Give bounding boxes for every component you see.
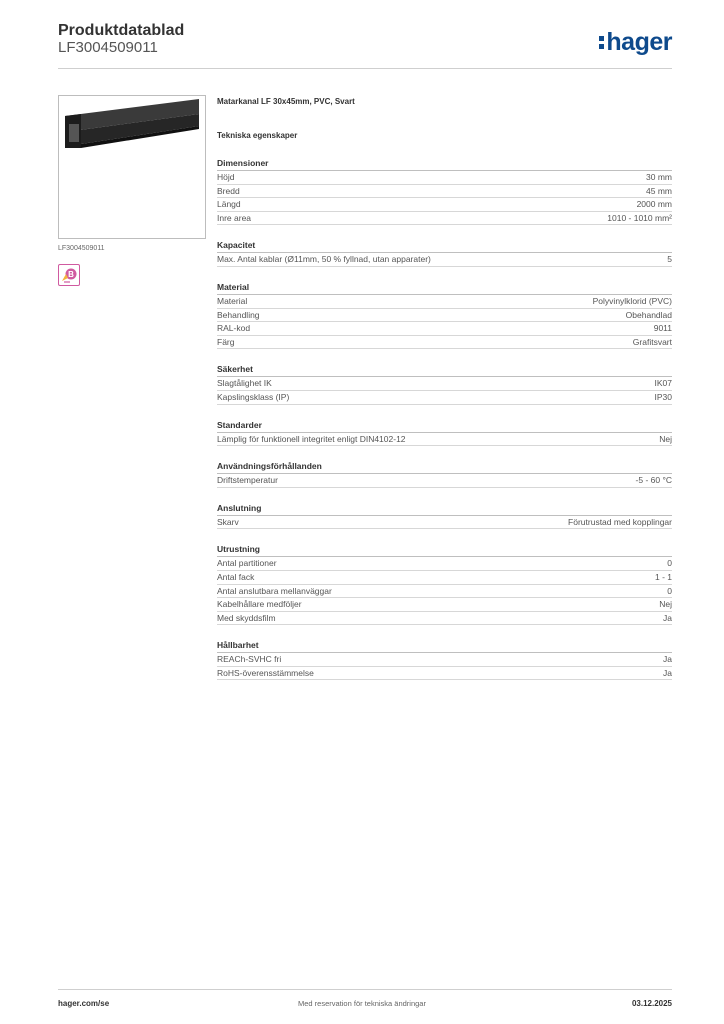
- section-hallbarhet: [217, 640, 672, 680]
- spec-value: Ja: [663, 612, 672, 623]
- section-utrustning: [217, 544, 672, 625]
- section-heading: Utrustning: [217, 544, 672, 557]
- spec-row: [217, 171, 672, 185]
- section-heading: Kapacitet: [217, 240, 672, 253]
- spec-value: 0: [667, 585, 672, 596]
- section-heading: Material: [217, 282, 672, 295]
- section-kapacitet: [217, 240, 672, 267]
- spec-row: [217, 474, 672, 488]
- spec-label: Kabelhållare medföljer: [217, 599, 302, 610]
- spec-label: Antal partitioner: [217, 558, 277, 569]
- logo-colon-icon: [599, 33, 604, 51]
- spec-label: Skarv: [217, 516, 239, 527]
- tech-heading: Tekniska egenskaper: [217, 131, 298, 140]
- spec-row: [217, 612, 672, 626]
- spec-row: [217, 212, 672, 226]
- spec-label: RoHS-överensstämmelse: [217, 667, 314, 678]
- spec-row: [217, 667, 672, 681]
- spec-row: [217, 557, 672, 571]
- spec-content: [217, 97, 672, 680]
- spec-value: 30 mm: [646, 172, 672, 182]
- spec-value: 1010 - 1010 mm²: [607, 212, 672, 223]
- spec-row: [217, 516, 672, 530]
- product-image: [58, 95, 206, 239]
- spec-label: Kapslingsklass (IP): [217, 391, 290, 402]
- header-divider: [58, 68, 672, 69]
- footer-date: 03.12.2025: [631, 999, 672, 1008]
- spec-label: Driftstemperatur: [217, 475, 278, 486]
- cable-duct-icon: [59, 96, 205, 238]
- svg-text:B: B: [68, 270, 74, 279]
- product-code: LF3004509011: [58, 39, 158, 56]
- spec-label: Längd: [217, 199, 241, 210]
- page-title: Produktdatablad: [58, 22, 185, 39]
- spec-row: [217, 571, 672, 585]
- spec-row: [217, 585, 672, 599]
- spec-label: RAL-kod: [217, 323, 251, 334]
- spec-value: Grafitsvart: [632, 336, 672, 347]
- badge-graphic: [59, 265, 79, 285]
- image-caption: LF3004509011: [58, 245, 105, 252]
- spec-value: IK07: [654, 378, 672, 389]
- spec-value: 0: [667, 558, 672, 569]
- spec-label: Inre area: [217, 212, 252, 223]
- spec-value: Nej: [659, 599, 672, 610]
- section-heading: Standarder: [217, 420, 672, 433]
- section-sakerhet: [217, 364, 672, 404]
- recycle-certification-icon: [58, 264, 80, 286]
- spec-row: [217, 309, 672, 323]
- spec-value: 5: [667, 254, 672, 265]
- spec-label: Slagtålighet IK: [217, 378, 272, 389]
- spec-value: 45 mm: [646, 185, 672, 196]
- logo-text: hager: [606, 28, 672, 56]
- section-heading: Dimensioner: [217, 158, 672, 171]
- spec-value: Förutrustad med kopplingar: [568, 516, 672, 527]
- spec-value: 1 - 1: [654, 571, 672, 582]
- spec-label: Färg: [217, 336, 235, 347]
- spec-label: Material: [217, 295, 248, 306]
- section-material: [217, 282, 672, 349]
- spec-row: [217, 336, 672, 350]
- spec-value: Ja: [663, 667, 672, 678]
- spec-value: Obehandlad: [625, 309, 672, 320]
- spec-label: Behandling: [217, 309, 260, 320]
- spec-row: [217, 198, 672, 212]
- footer-divider: [58, 989, 672, 990]
- section-heading: Hållbarhet: [217, 640, 672, 653]
- spec-value: Polyvinylklorid (PVC): [592, 295, 672, 306]
- spec-row: [217, 185, 672, 199]
- spec-label: Max. Antal kablar (Ø11mm, 50 % fyllnad, utan apparater): [217, 254, 431, 265]
- spec-row: [217, 295, 672, 309]
- footer-website-link[interactable]: hager.com/se: [58, 999, 110, 1008]
- spec-label: Höjd: [217, 172, 235, 182]
- spec-row: [217, 653, 672, 667]
- spec-value: IP30: [654, 391, 672, 402]
- spec-label: Antal fack: [217, 571, 255, 582]
- section-heading: Användningsförhållanden: [217, 461, 672, 474]
- spec-row: [217, 598, 672, 612]
- product-title: Matarkanal LF 30x45mm, PVC, Svart: [217, 97, 355, 106]
- spec-row: [217, 377, 672, 391]
- spec-label: Antal anslutbara mellanväggar: [217, 585, 332, 596]
- spec-row: [217, 322, 672, 336]
- section-anvandningsforhallanden: [217, 461, 672, 488]
- section-heading: Anslutning: [217, 503, 672, 516]
- spec-value: Ja: [663, 654, 672, 665]
- spec-row: [217, 391, 672, 405]
- spec-label: REACh-SVHC fri: [217, 654, 282, 665]
- section-heading: Säkerhet: [217, 364, 672, 377]
- spec-label: Bredd: [217, 185, 240, 196]
- footer-disclaimer: Med reservation för tekniska ändringar: [298, 999, 426, 1008]
- spec-label: Lämplig för funktionell integritet enligt DIN4102-12: [217, 433, 406, 444]
- spec-value: -5 - 60 °C: [635, 475, 672, 486]
- spec-label: Med skyddsfilm: [217, 612, 276, 623]
- spec-row: [217, 433, 672, 447]
- spec-value: 2000 mm: [636, 199, 672, 210]
- spec-row: [217, 253, 672, 267]
- brand-logo[interactable]: [599, 28, 672, 57]
- section-standarder: [217, 420, 672, 447]
- section-anslutning: [217, 503, 672, 530]
- spec-value: 9011: [653, 323, 672, 334]
- section-dimensioner: [217, 158, 672, 225]
- spec-value: Nej: [659, 433, 672, 444]
